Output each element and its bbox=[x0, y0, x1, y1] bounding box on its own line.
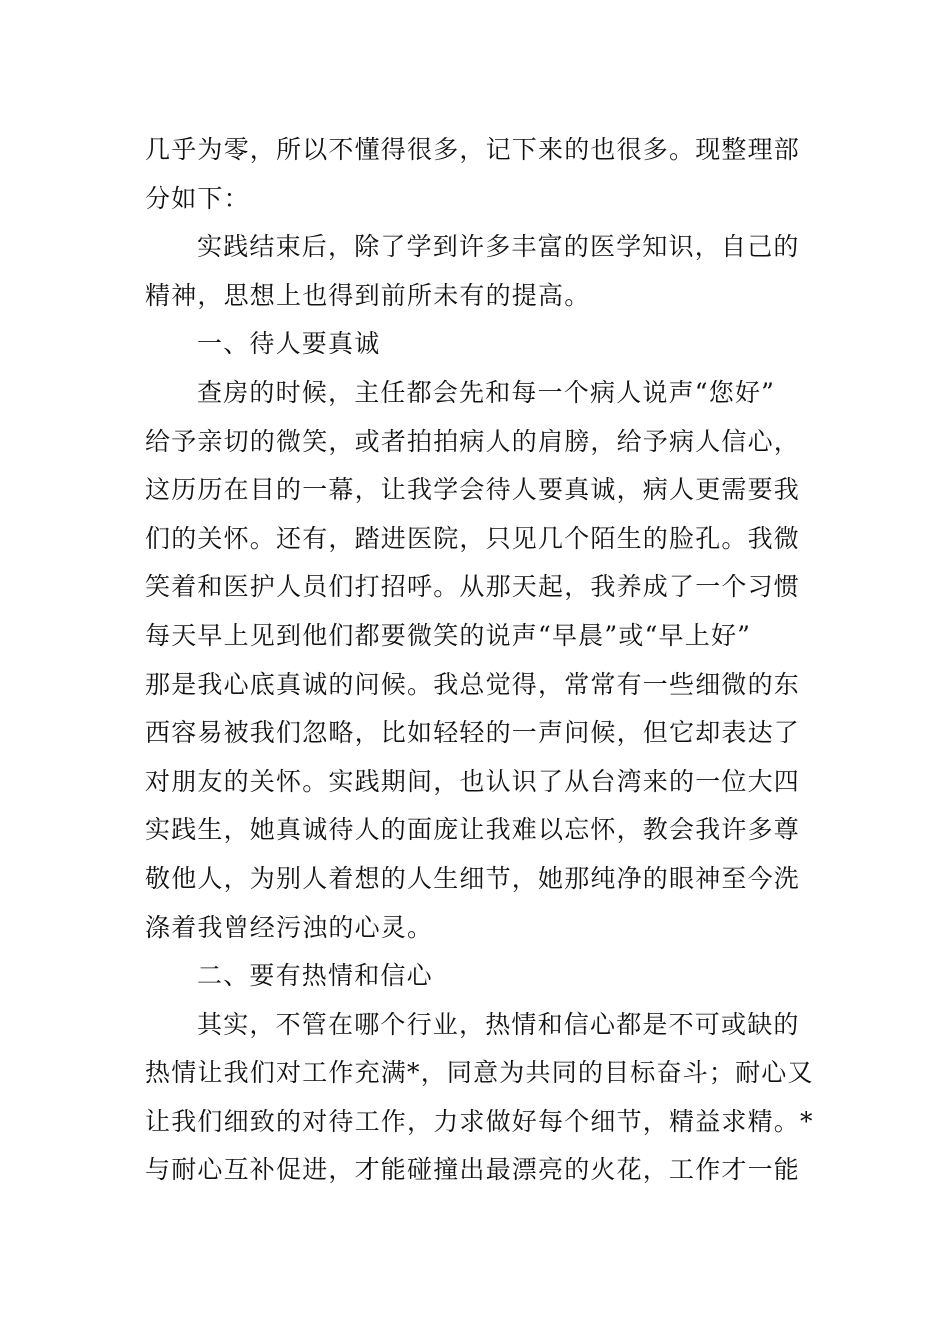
text-line: 那是我心底真诚的问候。我总觉得，常常有一些细微的东 bbox=[145, 669, 801, 699]
text-line: 每天早上见到他们都要微笑的说声“早晨”或“早上好” bbox=[145, 620, 752, 650]
text-line: 分如下： bbox=[145, 183, 250, 213]
document-body bbox=[145, 126, 814, 1195]
section-heading-2: 二、要有热情和信心 bbox=[197, 961, 433, 991]
text-line: 西容易被我们忽略，比如轻轻的一声问候，但它却表达了 bbox=[145, 718, 801, 748]
paragraph-first-line: 其实，不管在哪个行业，热情和信心都是不可或缺的 bbox=[197, 1009, 800, 1039]
text-line: 几乎为零，所以不懂得很多，记下来的也很多。现整理部 bbox=[145, 135, 801, 164]
text-line: 热情让我们对工作充满*，同意为共同的目标奋斗；耐心又 bbox=[145, 1058, 814, 1088]
section-heading-1: 一、待人要真诚 bbox=[197, 329, 381, 359]
text-line: 敬他人，为别人着想的人生细节，她那纯净的眼神至今洗 bbox=[145, 863, 801, 893]
text-line: 精神，思想上也得到前所未有的提高。 bbox=[145, 280, 591, 310]
text-line: 对朋友的关怀。实践期间，也认识了从台湾来的一位大四 bbox=[145, 766, 801, 796]
paragraph-first-line: 查房的时候，主任都会先和每一个病人说声“您好” bbox=[197, 377, 776, 407]
text-line: 们的关怀。还有，踏进医院，只见几个陌生的脸孔。我微 bbox=[145, 523, 801, 553]
text-line: 给予亲切的微笑，或者拍拍病人的肩膀，给予病人信心， bbox=[145, 426, 801, 456]
text-line: 涤着我曾经污浊的心灵。 bbox=[145, 912, 434, 942]
paragraph-first-line: 实践结束后，除了学到许多丰富的医学知识，自己的 bbox=[197, 232, 800, 262]
text-line: 笑着和医护人员们打招呼。从那天起，我养成了一个习惯 bbox=[145, 572, 801, 602]
text-line: 这历历在目的一幕，让我学会待人要真诚，病人更需要我 bbox=[145, 475, 801, 505]
text-line: 与耐心互补促进，才能碰撞出最漂亮的火花，工作才一能 bbox=[145, 1155, 801, 1185]
text-line: 实践生，她真诚待人的面庞让我难以忘怀，教会我许多尊 bbox=[145, 815, 801, 845]
text-line: 让我们细致的对待工作，力求做好每个细节，精益求精。* bbox=[145, 1106, 814, 1136]
